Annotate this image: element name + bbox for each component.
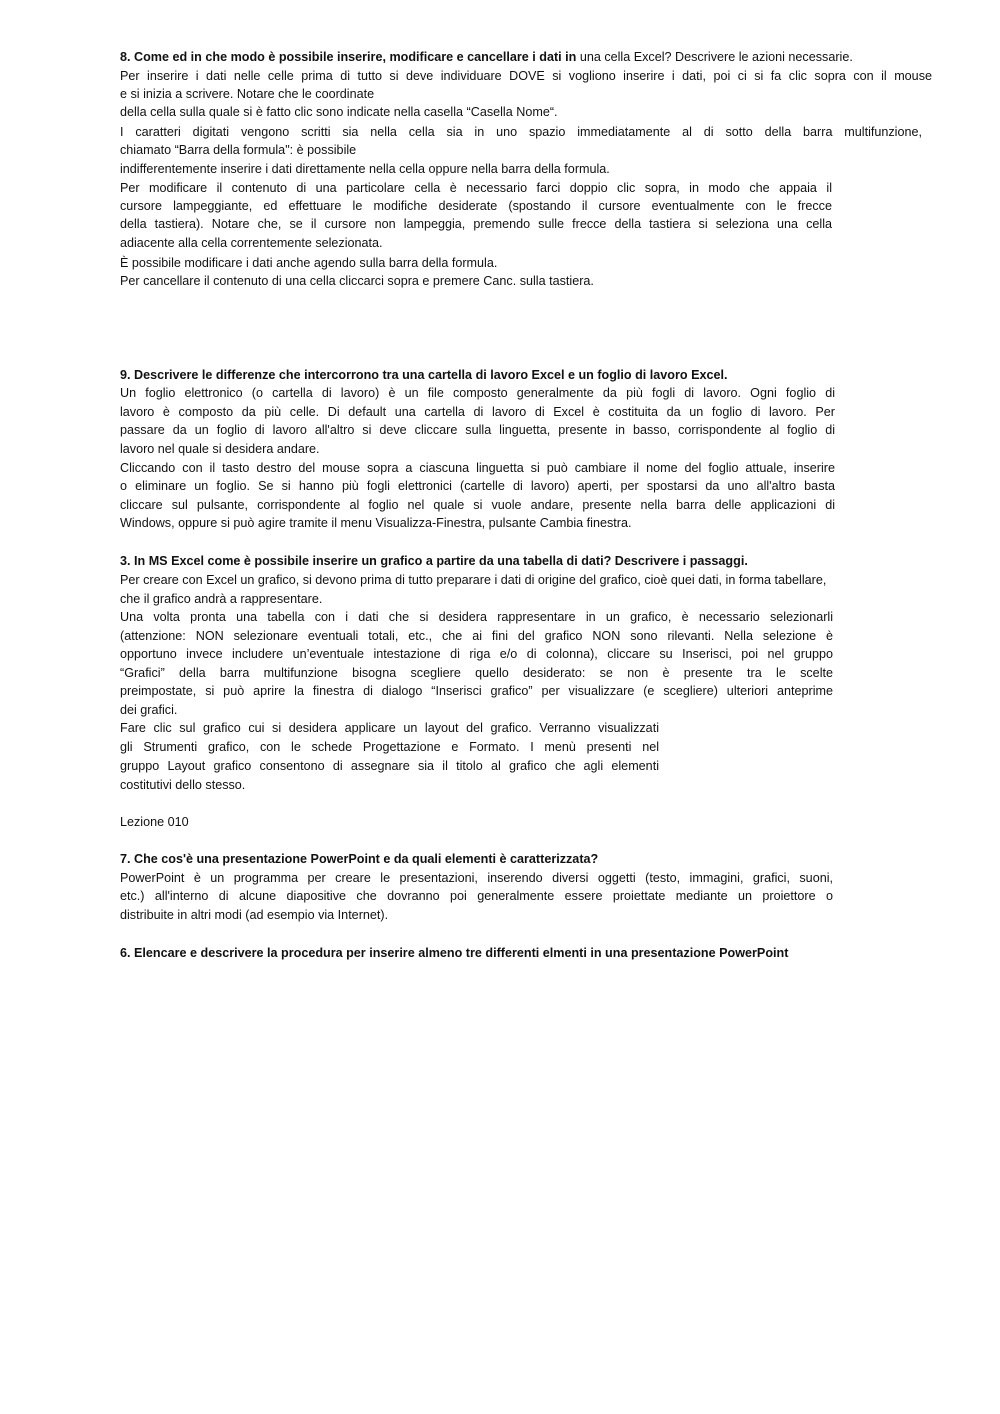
q3-line: Per creare con Excel un grafico, si devono prima di tutto preparare i dati di origine del grafico, cioè quei dati, in forma tabellare,: [120, 573, 827, 587]
q9-line: cliccare sul pulsante, corrispondente al foglio nel quale si vuole andare, presente nella barra delle applicazioni di: [120, 498, 835, 512]
q3-title: 3. In MS Excel come è possibile inserire un grafico a partire da una tabella di dati? Descrivere i passaggi.: [120, 554, 748, 568]
q8-line: Per inserire i dati nelle celle prima di tutto si deve individuare DOVE si vogliono inserire i dati, poi ci si fa clic sopra con il mouse: [120, 69, 932, 83]
q8-line: Per cancellare il contenuto di una cella cliccarci sopra e premere Canc. sulla tastiera.: [120, 274, 594, 288]
q9-title: 9. Descrivere le differenze che intercorrono tra una cartella di lavoro Excel e un foglio di lavoro Excel.: [120, 368, 728, 382]
q8-line: I caratteri digitati vengono scritti sia nella cella sia in uno spazio immediatamente al di sotto della barra multifunzione,: [120, 125, 922, 139]
q3-line: dei grafici.: [120, 703, 178, 717]
q6-title: 6. Elencare e descrivere la procedura per inserire almeno tre differenti elmenti in una presentazione PowerPoint: [120, 946, 789, 960]
q8-title-rest: una cella Excel? Descrivere le azioni necessarie.: [576, 50, 853, 64]
q3-line: (attenzione: NON selezionare eventuali totali, etc., che ai fini del grafico NON sono rilevanti. Nella selezione è: [120, 629, 833, 643]
q3-line: “Grafici” della barra multifunzione bisogna scegliere quello desiderato: se non è presente tra le scelte: [120, 666, 833, 680]
q9-line: lavoro nel quale si desidera andare.: [120, 442, 320, 456]
q8-title-bold: 8. Come ed in che modo è possibile inserire, modificare e cancellare i dati in: [120, 50, 577, 64]
q7-line: etc.) all'interno di alcune diapositive che dovranno poi generalmente essere proiettate mediante un proiettore o: [120, 889, 833, 903]
q8-line: della cella sulla quale si è fatto clic sono indicate nella casella “Casella Nome“.: [120, 105, 558, 119]
q8-line: È possibile modificare i dati anche agendo sulla barra della formula.: [120, 256, 498, 270]
q8-line: cursore lampeggiante, ed effettuare le modifiche desiderate (spostando il cursore eventualmente con le frecce: [120, 199, 832, 213]
q3-line: gruppo Layout grafico consentono di assegnare sia il titolo al grafico che agli elementi: [120, 759, 659, 773]
q3-line: opportuno invece includere un’eventuale intestazione di riga e/o di colonna), cliccare su Inserisci, poi nel gruppo: [120, 647, 833, 661]
q7-line: distribuite in altri modi (ad esempio via Internet).: [120, 908, 389, 922]
q8-line: chiamato “Barra della formula": è possibile: [120, 143, 357, 157]
q9-line: o eliminare un foglio. Se si hanno più fogli elettronici (cartelle di lavoro) aperti, per spostarsi da uno all'altro basta: [120, 479, 835, 493]
q8-heading: [120, 48, 853, 66]
q9-line: Cliccando con il tasto destro del mouse sopra a ciascuna linguetta si può cambiare il nome del foglio attuale, inserire: [120, 461, 835, 475]
q8-line: e si inizia a scrivere. Notare che le coordinate: [120, 87, 375, 101]
q9-line: Un foglio elettronico (o cartella di lavoro) è un file composto generalmente da più fogli di lavoro. Ogni foglio di: [120, 386, 835, 400]
q8-line: Per modificare il contenuto di una particolare cella è necessario farci doppio clic sopra, in modo che appaia il: [120, 181, 832, 195]
q7-title: 7. Che cos'è una presentazione PowerPoint e da quali elementi è caratterizzata?: [120, 852, 599, 866]
q8-line: adiacente alla cella correntemente selezionata.: [120, 236, 383, 250]
q3-line: gli Strumenti grafico, con le schede Progettazione e Formato. I menù presenti nel: [120, 740, 659, 754]
q7-line: PowerPoint è un programma per creare le presentazioni, inserendo diversi oggetti (testo, immagini, grafici, suoni,: [120, 871, 833, 885]
q9-line: Windows, oppure si può agire tramite il menu Visualizza-Finestra, pulsante Cambia finestra.: [120, 516, 632, 530]
q3-line: preimpostate, si può aprire la finestra di dialogo “Inserisci grafico” per visualizzare (e scegliere) ulteriori anteprime: [120, 684, 833, 698]
q3-line: Una volta pronta una tabella con i dati che si desidera rappresentare in un grafico, è necessario selezionarli: [120, 610, 833, 624]
q9-line: passare da un foglio di lavoro all'altro si deve cliccare sulla linguetta, presente in basso, corrispondente al foglio di: [120, 423, 835, 437]
q3-line: Fare clic sul grafico cui si desidera applicare un layout del grafico. Verranno visualizzati: [120, 721, 659, 735]
lesson-label: Lezione 010: [120, 815, 189, 829]
q3-line: che il grafico andrà a rappresentare.: [120, 592, 323, 606]
q8-line: della tastiera). Notare che, se il cursore non lampeggia, premendo sulle frecce della tastiera si seleziona una cella: [120, 217, 832, 231]
q8-line: indifferentemente inserire i dati direttamente nella cella oppure nella barra della formula.: [120, 162, 610, 176]
q3-line: costitutivi dello stesso.: [120, 778, 246, 792]
q9-line: lavoro è composto da più celle. Di default una cartella di lavoro di Excel è costituita da un foglio di lavoro. Per: [120, 405, 835, 419]
